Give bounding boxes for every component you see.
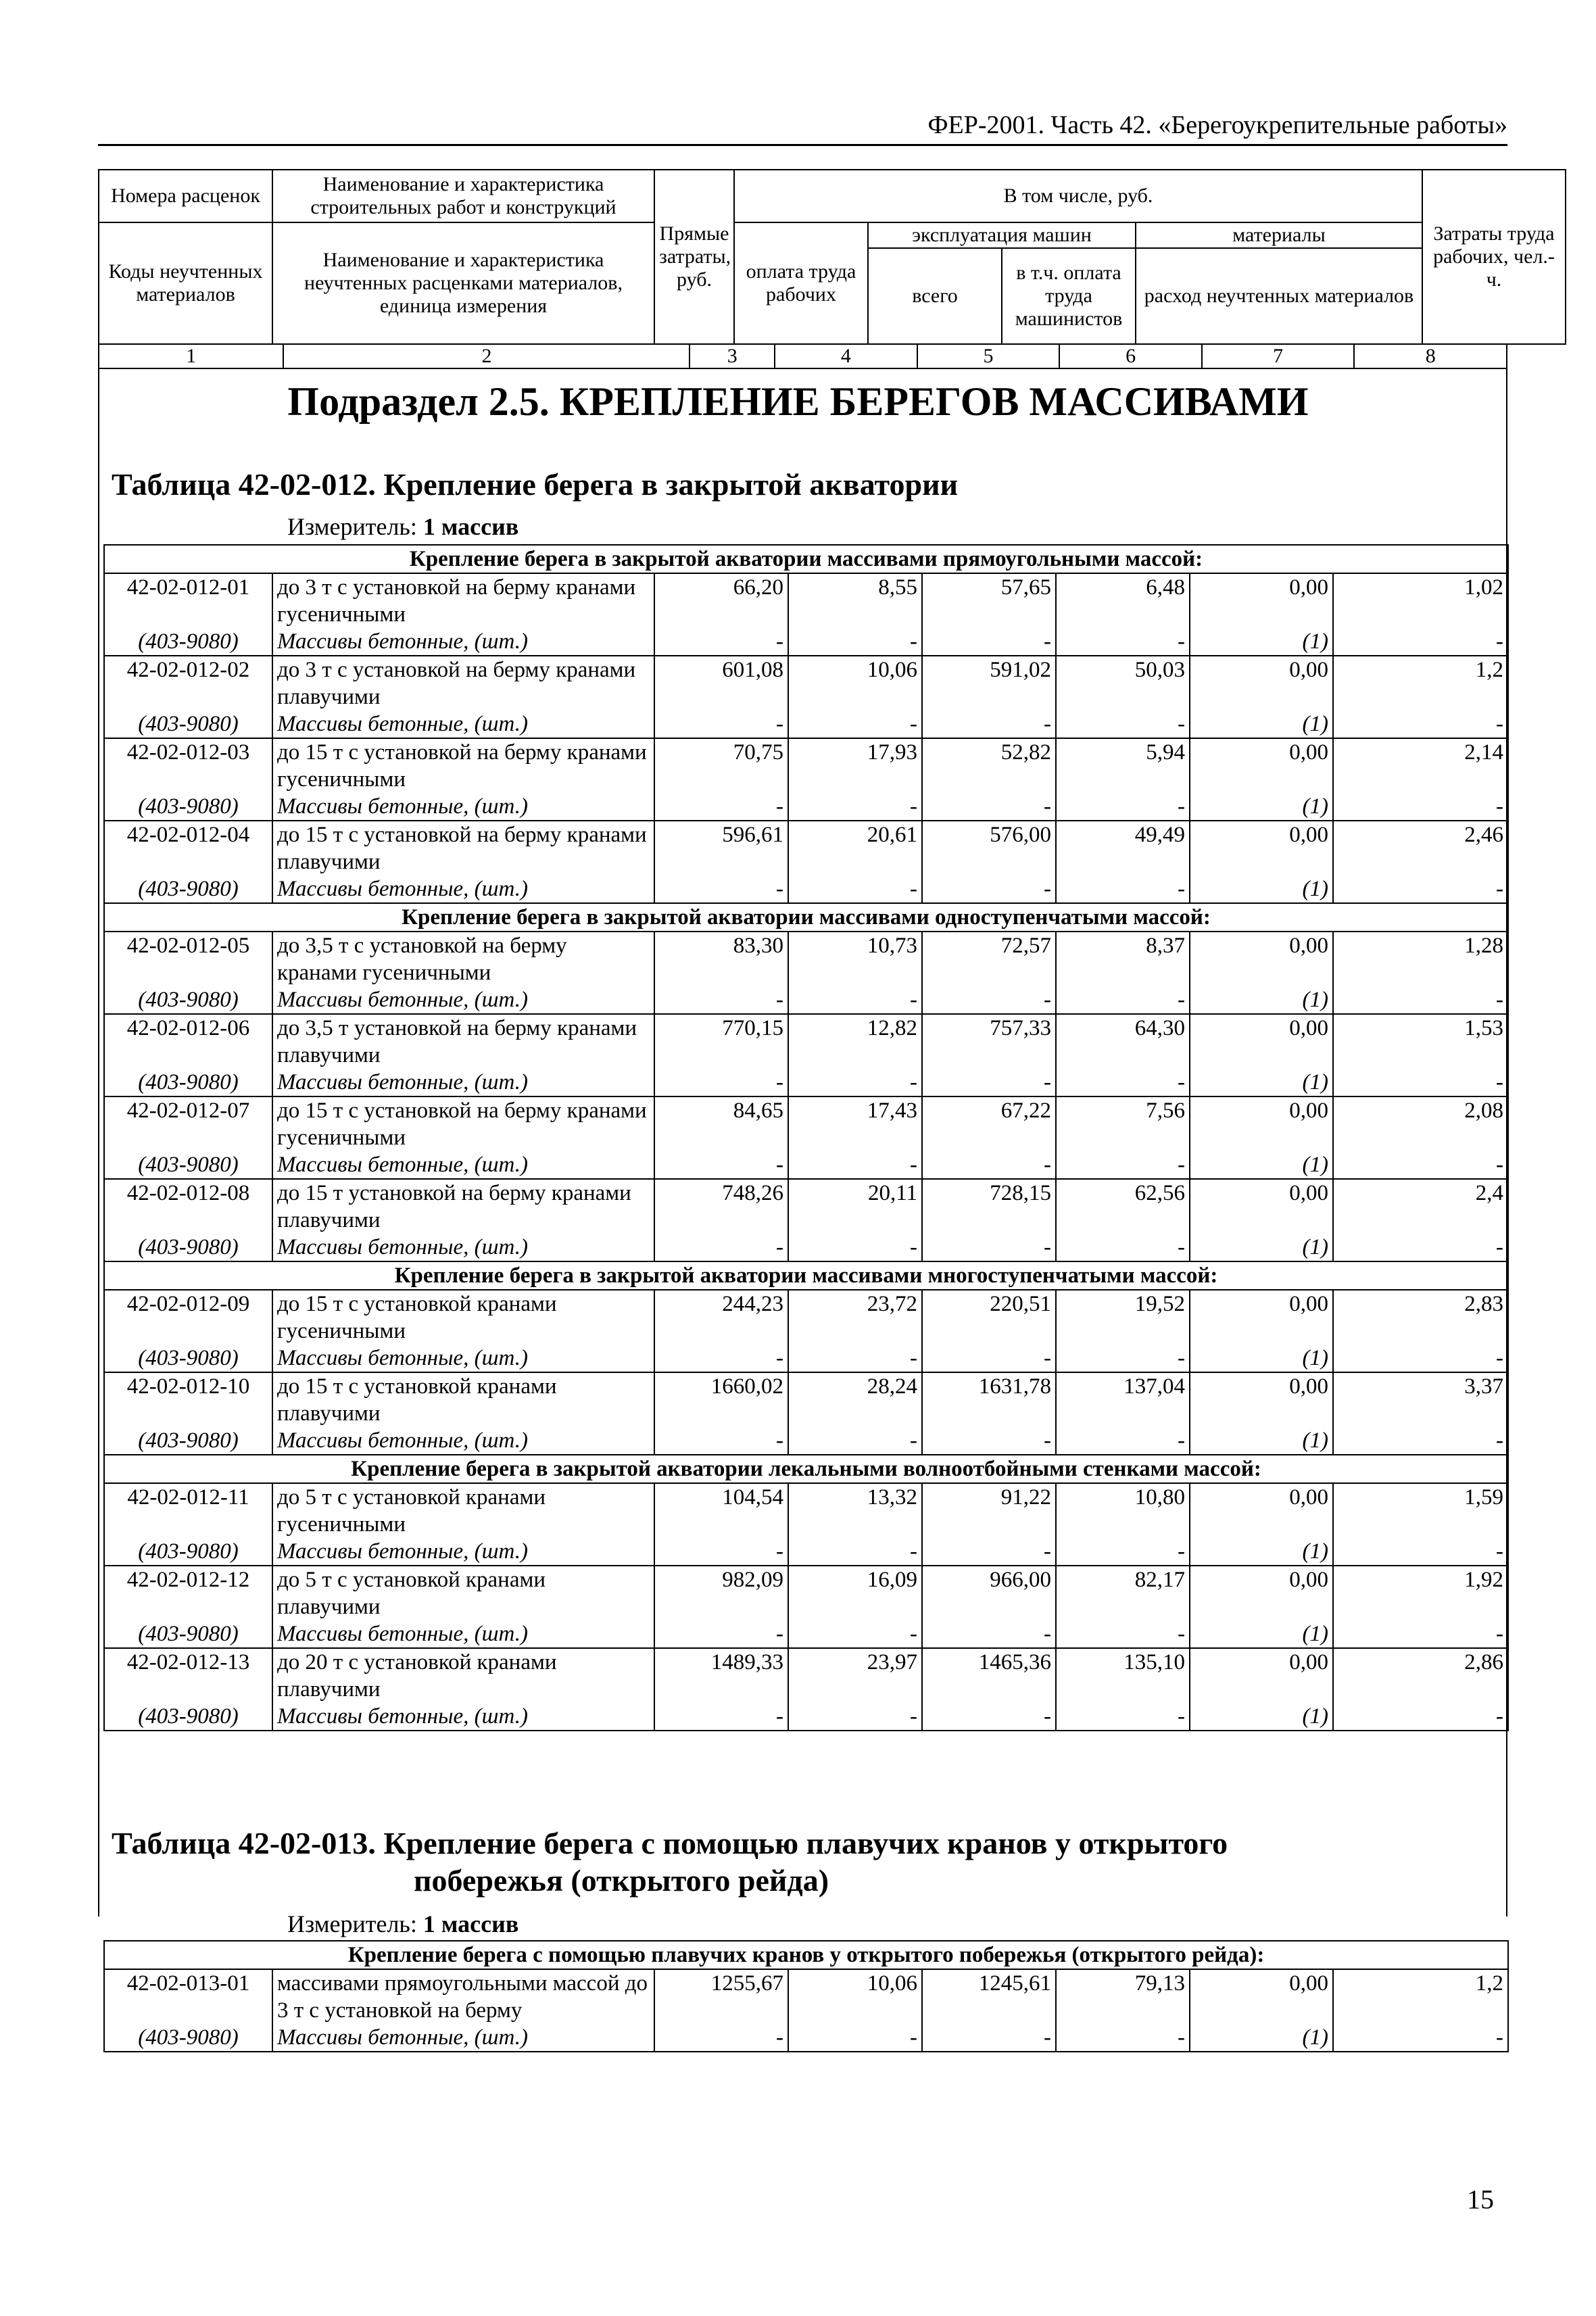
material-code: (403-9080): [104, 710, 272, 738]
rate-code: 42-02-012-09: [104, 1290, 272, 1345]
value-c6: 49,49: [1056, 821, 1190, 875]
material-dash: -: [654, 710, 788, 738]
work-name: до 3 т с установкой на берму кранами гусеничными: [272, 573, 654, 628]
value-c5: 728,15: [922, 1179, 1056, 1234]
value-c4: 23,72: [788, 1290, 922, 1345]
group-heading-row: [104, 1455, 1508, 1483]
material-dash: -: [1056, 1620, 1190, 1648]
value-c5: 67,22: [922, 1096, 1056, 1151]
col-3: Прямые затраты, руб.: [654, 170, 734, 344]
value-c8: 1,53: [1333, 1014, 1508, 1069]
col-2b: Наименование и характеристика неучтенных расценками материалов, единица измерения: [272, 222, 654, 344]
value-c4: 10,06: [788, 656, 922, 710]
col-4: оплата труда рабочих: [734, 222, 868, 344]
material-dash: -: [788, 1345, 922, 1372]
material-qty: (1): [1190, 1069, 1333, 1096]
material-code: (403-9080): [104, 875, 272, 903]
material-dash: -: [788, 628, 922, 656]
material-name: Массивы бетонные, (шт.): [272, 793, 654, 821]
material-name: Массивы бетонные, (шт.): [272, 875, 654, 903]
value-c4: 20,11: [788, 1179, 922, 1234]
work-name: до 15 т с установкой на берму кранами гусеничными: [272, 1096, 654, 1151]
work-name: до 15 т с установкой кранами плавучими: [272, 1372, 654, 1427]
material-qty: (1): [1190, 793, 1333, 821]
table-row: [104, 932, 1508, 986]
material-dash: -: [1333, 1151, 1508, 1179]
value-c7: 0,00: [1190, 1014, 1333, 1069]
value-c3: 596,61: [654, 821, 788, 875]
value-c5: 966,00: [922, 1566, 1056, 1620]
rate-code: 42-02-012-13: [104, 1648, 272, 1703]
material-code: (403-9080): [104, 986, 272, 1014]
value-c7: 0,00: [1190, 1648, 1333, 1703]
material-dash: -: [922, 1234, 1056, 1261]
material-dash: -: [654, 1234, 788, 1261]
table-row: [104, 738, 1508, 793]
page-header: ФЕР-2001. Часть 42. «Берегоукрепительные работы»: [98, 110, 1507, 146]
value-c7: 0,00: [1190, 1096, 1333, 1151]
rate-code: 42-02-012-04: [104, 821, 272, 875]
material-qty: (1): [1190, 1151, 1333, 1179]
col-number: 2: [283, 344, 690, 368]
material-name: Массивы бетонные, (шт.): [272, 628, 654, 656]
value-c3: 982,09: [654, 1566, 788, 1620]
rate-code: 42-02-012-12: [104, 1566, 272, 1620]
material-dash: -: [922, 710, 1056, 738]
value-c8: 2,14: [1333, 738, 1508, 793]
col-incl: В том числе, руб.: [734, 170, 1422, 222]
material-name: Массивы бетонные, (шт.): [272, 710, 654, 738]
group-heading: Крепление берега в закрытой акватории массивами многоступенчатыми массой:: [104, 1261, 1508, 1290]
col-8: Затраты труда рабочих, чел.-ч.: [1422, 170, 1566, 344]
value-c7: 0,00: [1190, 932, 1333, 986]
material-dash: -: [1333, 1069, 1508, 1096]
value-c5: 91,22: [922, 1483, 1056, 1538]
rate-code: 42-02-012-07: [104, 1096, 272, 1151]
material-dash: -: [922, 875, 1056, 903]
value-c3: 1489,33: [654, 1648, 788, 1703]
material-row: [104, 2024, 1508, 2052]
material-row: [104, 1069, 1508, 1096]
col-6: в т.ч. оплата труда машинистов: [1002, 248, 1136, 344]
value-c6: 82,17: [1056, 1566, 1190, 1620]
work-name: до 15 т с установкой кранами гусеничными: [272, 1290, 654, 1345]
table2-body: [103, 1940, 1507, 2052]
col-mach: эксплуатация машин: [868, 222, 1136, 248]
value-c3: 84,65: [654, 1096, 788, 1151]
rate-code: 42-02-012-06: [104, 1014, 272, 1069]
material-dash: -: [1333, 793, 1508, 821]
rate-code: 42-02-012-08: [104, 1179, 272, 1234]
material-dash: -: [1056, 1538, 1190, 1566]
material-row: [104, 793, 1508, 821]
group-heading-row: [104, 1941, 1508, 1969]
value-c7: 0,00: [1190, 1372, 1333, 1427]
column-header: [98, 169, 1555, 369]
material-row: [104, 1234, 1508, 1261]
group-heading-row: [104, 903, 1508, 932]
measure-value: 1 массив: [422, 1910, 519, 1937]
material-dash: -: [922, 1620, 1056, 1648]
material-dash: -: [654, 1703, 788, 1731]
material-dash: -: [1056, 1427, 1190, 1455]
work-name: до 3,5 т установкой на берму кранами плавучими: [272, 1014, 654, 1069]
material-dash: -: [1333, 1427, 1508, 1455]
material-name: Массивы бетонные, (шт.): [272, 1538, 654, 1566]
material-dash: -: [654, 875, 788, 903]
material-name: Массивы бетонные, (шт.): [272, 1703, 654, 1731]
material-code: (403-9080): [104, 628, 272, 656]
material-dash: -: [922, 628, 1056, 656]
work-name: массивами прямоугольными массой до 3 т с установкой на берму: [272, 1969, 654, 2024]
material-dash: -: [788, 1069, 922, 1096]
material-dash: -: [788, 1234, 922, 1261]
value-c6: 79,13: [1056, 1969, 1190, 2024]
material-qty: (1): [1190, 1345, 1333, 1372]
material-name: Массивы бетонные, (шт.): [272, 2024, 654, 2052]
material-dash: -: [788, 1620, 922, 1648]
value-c5: 220,51: [922, 1290, 1056, 1345]
material-dash: -: [1056, 1069, 1190, 1096]
measure-label: Измеритель:: [287, 1910, 417, 1937]
material-dash: -: [922, 1151, 1056, 1179]
table-row: [104, 1290, 1508, 1345]
value-c7: 0,00: [1190, 1969, 1333, 2024]
value-c8: 2,86: [1333, 1648, 1508, 1703]
value-c5: 1245,61: [922, 1969, 1056, 2024]
value-c5: 591,02: [922, 656, 1056, 710]
material-row: [104, 1703, 1508, 1731]
material-code: (403-9080): [104, 793, 272, 821]
value-c8: 1,2: [1333, 656, 1508, 710]
material-qty: (1): [1190, 1427, 1333, 1455]
value-c6: 5,94: [1056, 738, 1190, 793]
material-dash: -: [922, 793, 1056, 821]
col-number: 6: [1059, 344, 1202, 368]
value-c8: 2,08: [1333, 1096, 1508, 1151]
material-qty: (1): [1190, 1538, 1333, 1566]
value-c4: 17,93: [788, 738, 922, 793]
material-code: (403-9080): [104, 1620, 272, 1648]
material-dash: -: [1333, 875, 1508, 903]
value-c4: 16,09: [788, 1566, 922, 1620]
material-dash: -: [922, 1069, 1056, 1096]
work-name: до 3 т с установкой на берму кранами плавучими: [272, 656, 654, 710]
material-row: [104, 1427, 1508, 1455]
material-dash: -: [922, 1345, 1056, 1372]
material-dash: -: [1056, 986, 1190, 1014]
value-c4: 20,61: [788, 821, 922, 875]
value-c5: 757,33: [922, 1014, 1056, 1069]
group-heading-row: [104, 545, 1508, 573]
value-c8: 1,2: [1333, 1969, 1508, 2024]
value-c7: 0,00: [1190, 1566, 1333, 1620]
value-c5: 1465,36: [922, 1648, 1056, 1703]
rate-code: 42-02-012-03: [104, 738, 272, 793]
col-number: 5: [917, 344, 1060, 368]
measure-value: 1 массив: [422, 513, 519, 540]
material-dash: -: [1056, 793, 1190, 821]
value-c6: 64,30: [1056, 1014, 1190, 1069]
table-row: [104, 1483, 1508, 1538]
table1-title: Таблица 42-02-012. Крепление берега в закрытой акватории: [112, 467, 959, 502]
value-c7: 0,00: [1190, 573, 1333, 628]
table-row: [104, 1969, 1508, 2024]
material-dash: -: [1056, 875, 1190, 903]
material-dash: -: [1056, 1234, 1190, 1261]
material-dash: -: [788, 1427, 922, 1455]
material-row: [104, 986, 1508, 1014]
value-c4: 10,06: [788, 1969, 922, 2024]
material-dash: -: [922, 1703, 1056, 1731]
col-1a: Номера расценок: [99, 170, 272, 222]
material-name: Массивы бетонные, (шт.): [272, 986, 654, 1014]
value-c5: 52,82: [922, 738, 1056, 793]
value-c6: 135,10: [1056, 1648, 1190, 1703]
work-name: до 5 т с установкой кранами гусеничными: [272, 1483, 654, 1538]
value-c3: 70,75: [654, 738, 788, 793]
value-c8: 2,83: [1333, 1290, 1508, 1345]
material-qty: (1): [1190, 986, 1333, 1014]
material-dash: -: [654, 1427, 788, 1455]
value-c8: 2,46: [1333, 821, 1508, 875]
material-code: (403-9080): [104, 1703, 272, 1731]
material-dash: -: [788, 875, 922, 903]
value-c8: 1,28: [1333, 932, 1508, 986]
value-c8: 1,59: [1333, 1483, 1508, 1538]
table1-measure: [287, 512, 518, 541]
material-dash: -: [922, 2024, 1056, 2052]
table1-body: [103, 544, 1507, 1731]
value-c7: 0,00: [1190, 1290, 1333, 1345]
value-c4: 17,43: [788, 1096, 922, 1151]
value-c8: 3,37: [1333, 1372, 1508, 1427]
col-mat: материалы: [1136, 222, 1422, 248]
material-dash: -: [788, 1151, 922, 1179]
subsection-title: Подраздел 2.5. КРЕПЛЕНИЕ БЕРЕГОВ МАССИВАМИ: [287, 379, 1309, 424]
col-number: 1: [99, 344, 283, 368]
work-name: до 15 т с установкой на берму кранами гусеничными: [272, 738, 654, 793]
table2-title-1: Таблица 42-02-013. Крепление берега с помощью плавучих кранов у открытого: [112, 1826, 1228, 1860]
material-dash: -: [654, 1151, 788, 1179]
material-name: Массивы бетонные, (шт.): [272, 1620, 654, 1648]
table-row: [104, 1372, 1508, 1427]
work-name: до 3,5 т с установкой на берму кранами гусеничными: [272, 932, 654, 986]
value-c7: 0,00: [1190, 738, 1333, 793]
material-dash: -: [1056, 1151, 1190, 1179]
value-c8: 1,92: [1333, 1566, 1508, 1620]
material-dash: -: [788, 793, 922, 821]
material-dash: -: [1333, 1538, 1508, 1566]
col-number: 8: [1354, 344, 1507, 368]
group-heading: Крепление берега с помощью плавучих кранов у открытого побережья (открытого рейда):: [104, 1941, 1508, 1969]
value-c3: 66,20: [654, 573, 788, 628]
group-heading: Крепление берега в закрытой акватории лекальными волноотбойными стенками массой:: [104, 1455, 1508, 1483]
rate-code: 42-02-012-01: [104, 573, 272, 628]
material-row: [104, 1538, 1508, 1566]
measure-label: Измеритель:: [287, 513, 417, 540]
material-qty: (1): [1190, 2024, 1333, 2052]
table-row: [104, 1096, 1508, 1151]
value-c8: 1,02: [1333, 573, 1508, 628]
material-dash: -: [1333, 628, 1508, 656]
material-dash: -: [922, 1427, 1056, 1455]
material-qty: (1): [1190, 1620, 1333, 1648]
material-code: (403-9080): [104, 1345, 272, 1372]
material-dash: -: [654, 1620, 788, 1648]
material-dash: -: [1056, 1345, 1190, 1372]
group-heading: Крепление берега в закрытой акватории массивами прямоугольными массой:: [104, 545, 1508, 573]
material-row: [104, 1345, 1508, 1372]
material-code: (403-9080): [104, 1234, 272, 1261]
material-dash: -: [1333, 1703, 1508, 1731]
material-dash: -: [1056, 710, 1190, 738]
material-dash: -: [654, 1069, 788, 1096]
material-dash: -: [1333, 1345, 1508, 1372]
material-dash: -: [788, 1703, 922, 1731]
value-c6: 7,56: [1056, 1096, 1190, 1151]
material-name: Массивы бетонные, (шт.): [272, 1427, 654, 1455]
table2-title-2: побережья (открытого рейда): [414, 1863, 829, 1898]
material-dash: -: [788, 986, 922, 1014]
material-dash: -: [654, 1345, 788, 1372]
material-code: (403-9080): [104, 1538, 272, 1566]
rate-code: 42-02-012-11: [104, 1483, 272, 1538]
value-c5: 576,00: [922, 821, 1056, 875]
material-dash: -: [1333, 1234, 1508, 1261]
group-heading: Крепление берега в закрытой акватории массивами одноступенчатыми массой:: [104, 903, 1508, 932]
value-c6: 50,03: [1056, 656, 1190, 710]
table-row: [104, 1648, 1508, 1703]
col-number: 7: [1202, 344, 1355, 368]
col-2a: Наименование и характеристика строительных работ и конструкций: [272, 170, 654, 222]
group-heading-row: [104, 1261, 1508, 1290]
material-qty: (1): [1190, 628, 1333, 656]
rate-code: 42-02-013-01: [104, 1969, 272, 2024]
material-qty: (1): [1190, 1703, 1333, 1731]
value-c6: 8,37: [1056, 932, 1190, 986]
value-c7: 0,00: [1190, 1179, 1333, 1234]
value-c8: 2,4: [1333, 1179, 1508, 1234]
value-c5: 57,65: [922, 573, 1056, 628]
value-c6: 6,48: [1056, 573, 1190, 628]
value-c4: 10,73: [788, 932, 922, 986]
work-name: до 20 т с установкой кранами плавучими: [272, 1648, 654, 1703]
value-c6: 10,80: [1056, 1483, 1190, 1538]
value-c3: 104,54: [654, 1483, 788, 1538]
material-dash: -: [1056, 2024, 1190, 2052]
table-row: [104, 656, 1508, 710]
value-c3: 1660,02: [654, 1372, 788, 1427]
material-qty: (1): [1190, 710, 1333, 738]
material-dash: -: [1333, 2024, 1508, 2052]
rate-code: 42-02-012-02: [104, 656, 272, 710]
value-c7: 0,00: [1190, 656, 1333, 710]
material-qty: (1): [1190, 1234, 1333, 1261]
material-dash: -: [654, 2024, 788, 2052]
material-dash: -: [1333, 710, 1508, 738]
value-c4: 28,24: [788, 1372, 922, 1427]
value-c5: 72,57: [922, 932, 1056, 986]
col-1b: Коды неучтенных материалов: [99, 222, 272, 344]
material-code: (403-9080): [104, 1151, 272, 1179]
material-dash: -: [1333, 986, 1508, 1014]
rate-code: 42-02-012-10: [104, 1372, 272, 1427]
material-dash: -: [654, 793, 788, 821]
table-row: [104, 1014, 1508, 1069]
material-dash: -: [1056, 1703, 1190, 1731]
material-row: [104, 1151, 1508, 1179]
material-dash: -: [654, 986, 788, 1014]
material-code: (403-9080): [104, 2024, 272, 2052]
value-c6: 19,52: [1056, 1290, 1190, 1345]
value-c4: 12,82: [788, 1014, 922, 1069]
material-row: [104, 628, 1508, 656]
table-row: [104, 1179, 1508, 1234]
value-c4: 13,32: [788, 1483, 922, 1538]
table2-measure: [287, 1910, 518, 1938]
material-code: (403-9080): [104, 1069, 272, 1096]
material-row: [104, 710, 1508, 738]
material-dash: -: [788, 1538, 922, 1566]
material-name: Массивы бетонные, (шт.): [272, 1151, 654, 1179]
value-c3: 244,23: [654, 1290, 788, 1345]
page-number: 15: [1467, 2184, 1494, 2215]
material-name: Массивы бетонные, (шт.): [272, 1345, 654, 1372]
table-row: [104, 1566, 1508, 1620]
material-name: Массивы бетонные, (шт.): [272, 1069, 654, 1096]
material-dash: -: [1056, 628, 1190, 656]
value-c3: 83,30: [654, 932, 788, 986]
material-row: [104, 875, 1508, 903]
col-7: расход неучтенных материалов: [1136, 248, 1422, 344]
col-5: всего: [868, 248, 1002, 344]
value-c3: 601,08: [654, 656, 788, 710]
value-c6: 62,56: [1056, 1179, 1190, 1234]
value-c5: 1631,78: [922, 1372, 1056, 1427]
value-c6: 137,04: [1056, 1372, 1190, 1427]
material-dash: -: [654, 1538, 788, 1566]
work-name: до 15 т с установкой на берму кранами плавучими: [272, 821, 654, 875]
rate-code: 42-02-012-05: [104, 932, 272, 986]
table-row: [104, 573, 1508, 628]
value-c3: 770,15: [654, 1014, 788, 1069]
material-row: [104, 1620, 1508, 1648]
value-c7: 0,00: [1190, 1483, 1333, 1538]
material-dash: -: [922, 1538, 1056, 1566]
material-dash: -: [788, 2024, 922, 2052]
material-code: (403-9080): [104, 1427, 272, 1455]
value-c3: 1255,67: [654, 1969, 788, 2024]
material-dash: -: [654, 628, 788, 656]
value-c4: 8,55: [788, 573, 922, 628]
work-name: до 15 т установкой на берму кранами плавучими: [272, 1179, 654, 1234]
material-dash: -: [1333, 1620, 1508, 1648]
col-number: 4: [775, 344, 917, 368]
material-dash: -: [788, 710, 922, 738]
material-qty: (1): [1190, 875, 1333, 903]
table-row: [104, 821, 1508, 875]
material-name: Массивы бетонные, (шт.): [272, 1234, 654, 1261]
col-number: 3: [690, 344, 775, 368]
value-c7: 0,00: [1190, 821, 1333, 875]
value-c3: 748,26: [654, 1179, 788, 1234]
material-dash: -: [922, 986, 1056, 1014]
work-name: до 5 т с установкой кранами плавучими: [272, 1566, 654, 1620]
value-c4: 23,97: [788, 1648, 922, 1703]
